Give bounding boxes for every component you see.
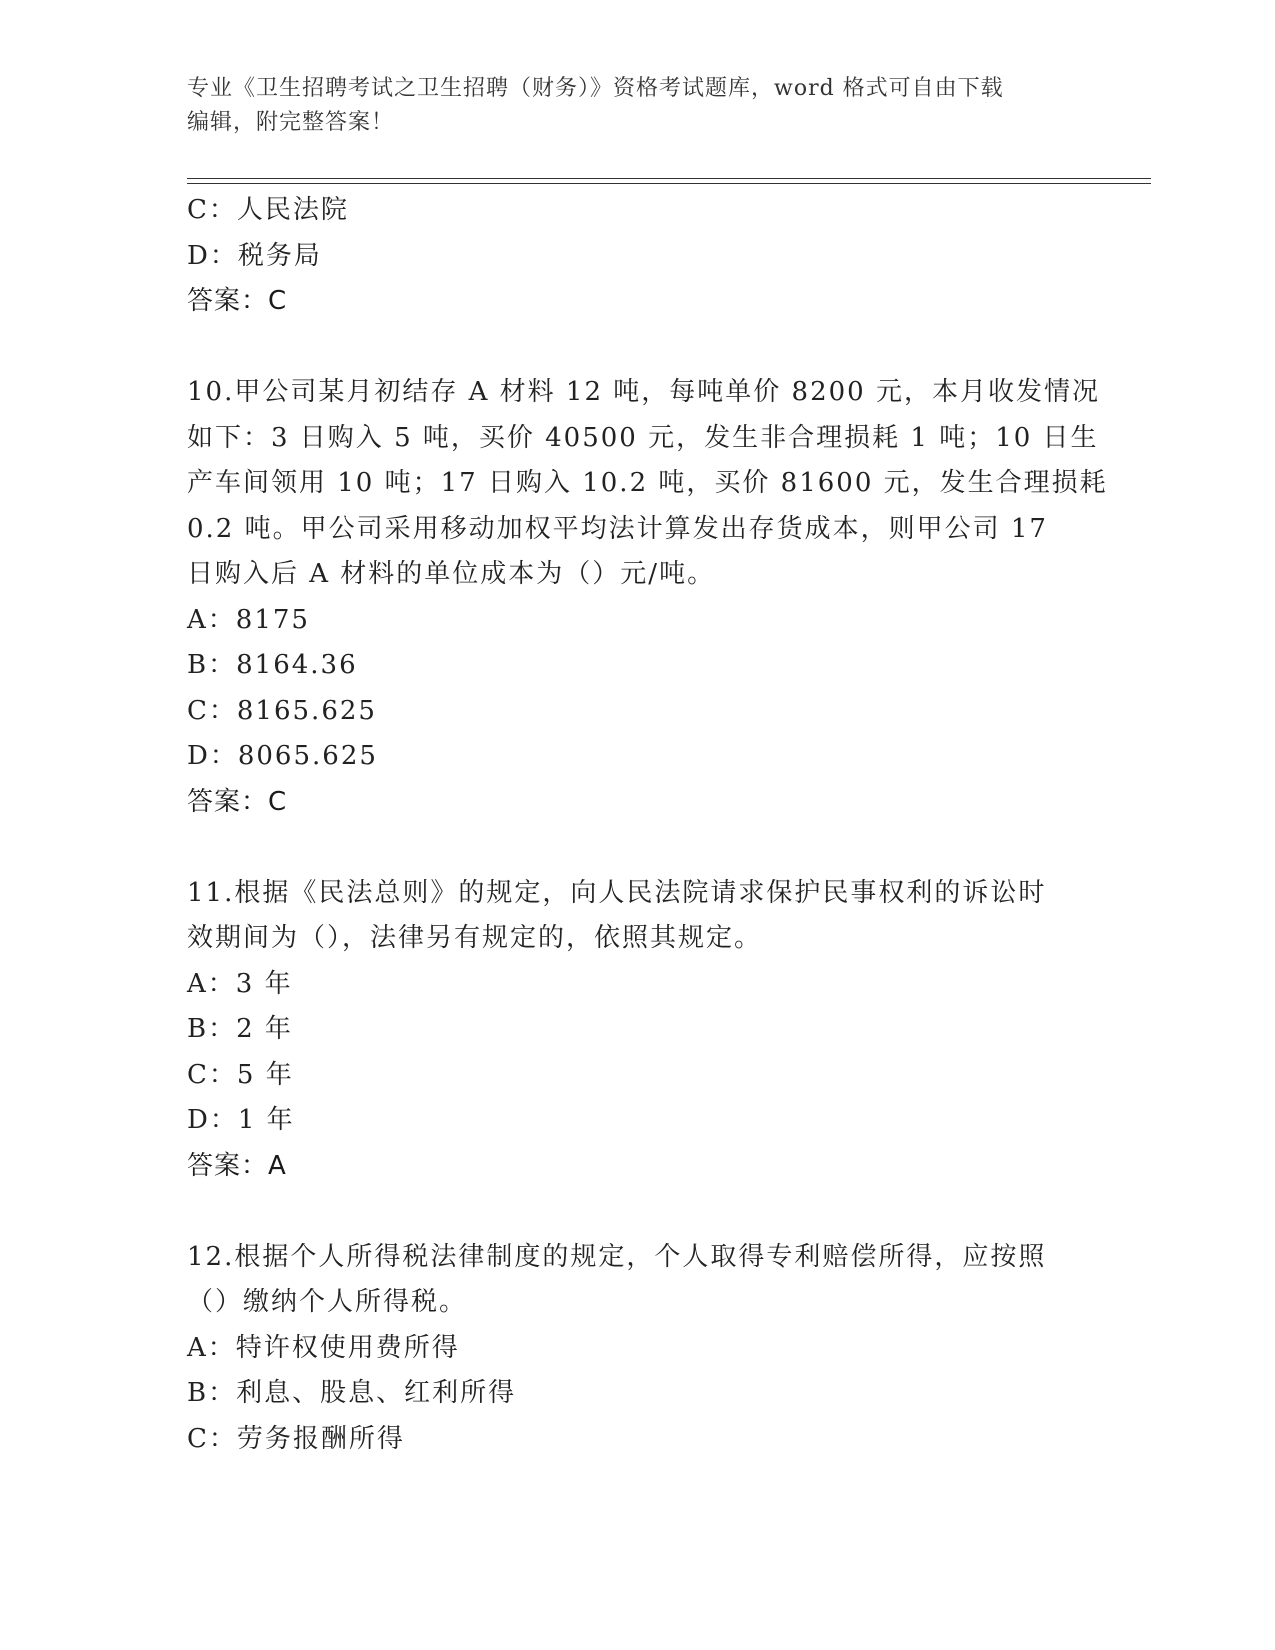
question-stem-line: 10.甲公司某月初结存 A 材料 12 吨，每吨单价 8200 元，本月收发情况 [187, 377, 1100, 407]
question-list [187, 188, 1108, 1462]
header-line-1: 专业《卫生招聘考试之卫生招聘（财务）》资格考试题库，word 格式可自由下载 [187, 76, 1004, 101]
question-stem-line: 11.根据《民法总则》的规定，向人民法院请求保护民事权利的诉讼时 [187, 877, 1047, 908]
option-b: B：2 年 [187, 1014, 293, 1044]
answer-label: 答案：C [187, 286, 288, 316]
option-d: D：税务局 [187, 240, 322, 271]
spacer [187, 1189, 1087, 1235]
option-b: B：利息、股息、红利所得 [187, 1378, 517, 1408]
option-a: A：特许权使用费所得 [187, 1332, 460, 1363]
option-d: D：8065.625 [187, 741, 378, 771]
spacer [187, 325, 1087, 371]
question-stem-line: 日购入后 A 材料的单位成本为（）元/吨。 [187, 559, 716, 589]
question-stem-line: 效期间为（），法律另有规定的，依照其规定。 [187, 923, 763, 953]
option-d: D：1 年 [187, 1105, 295, 1135]
option-c: C：人民法院 [187, 195, 349, 225]
header-line-2: 编辑，附完整答案！ [187, 110, 395, 135]
option-a: A：8175 [187, 604, 310, 635]
answer-label: 答案：A [187, 1150, 287, 1181]
question-stem-line: 0.2 吨。甲公司采用移动加权平均法计算发出存货成本，则甲公司 17 [187, 513, 1048, 544]
question-stem-line: 12.根据个人所得税法律制度的规定，个人取得专利赔偿所得，应按照 [187, 1241, 1047, 1272]
option-c: C：5 年 [187, 1059, 294, 1090]
question-stem-line: （）缴纳个人所得税。 [187, 1287, 468, 1317]
answer-label: 答案：C [187, 786, 288, 817]
option-b: B：8164.36 [187, 650, 358, 680]
header-divider-top [187, 178, 1151, 179]
spacer [187, 825, 1087, 871]
question-block-11 [187, 871, 1087, 1190]
question-block-9 [187, 188, 1087, 325]
page-header [187, 72, 1087, 140]
header-divider-bottom [187, 183, 1151, 184]
option-a: A：3 年 [187, 968, 293, 999]
question-stem-line: 如下：3 日购入 5 吨，买价 40500 元，发生非合理损耗 1 吨；10 日生 [187, 422, 1099, 453]
option-c: C：8165.625 [187, 695, 377, 726]
question-block-12 [187, 1235, 1087, 1463]
question-block-10 [187, 370, 1108, 825]
question-stem-line: 产车间领用 10 吨；17 日购入 10.2 吨，买价 81600 元，发生合理损耗 [187, 468, 1108, 498]
option-c: C：劳务报酬所得 [187, 1423, 405, 1454]
